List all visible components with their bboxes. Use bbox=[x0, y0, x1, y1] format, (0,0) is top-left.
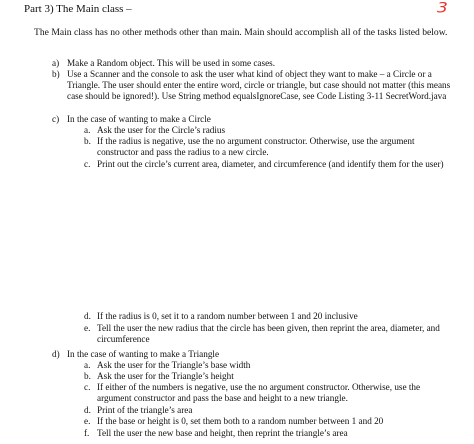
step-text: Tell the user the new radius that the circle has been given, then reprint the area, diameter, and circumference bbox=[97, 323, 440, 345]
step-marker: a. bbox=[84, 360, 91, 370]
step-text: Tell the user the new base and height, then reprint the triangle’s area bbox=[97, 428, 348, 438]
task-marker: b) bbox=[52, 69, 60, 79]
step-marker: e. bbox=[84, 323, 91, 333]
triangle-step-a bbox=[84, 360, 456, 371]
task-b bbox=[52, 69, 454, 103]
step-marker: b. bbox=[84, 371, 91, 381]
step-text: Print out the circle’s current area, diameter, and circumference (and identify them for the user) bbox=[97, 159, 444, 169]
circle-step-e bbox=[84, 323, 456, 345]
step-marker: c. bbox=[84, 382, 91, 392]
triangle-step-b bbox=[84, 371, 456, 382]
step-marker: b. bbox=[84, 136, 91, 146]
task-marker: d) bbox=[52, 349, 60, 359]
task-text: In the case of wanting to make a Triangle bbox=[67, 349, 220, 359]
task-text: Make a Random object. This will be used in some cases. bbox=[67, 58, 276, 68]
task-c bbox=[52, 114, 454, 125]
triangle-step-c bbox=[84, 382, 456, 404]
task-d bbox=[52, 349, 454, 360]
step-text: Ask the user for the Triangle’s height bbox=[97, 371, 234, 381]
step-marker: c. bbox=[84, 159, 91, 169]
task-a bbox=[52, 58, 454, 69]
step-marker: e. bbox=[84, 416, 91, 426]
step-marker: f. bbox=[84, 428, 90, 438]
intro-paragraph: The Main class has no other methods other than main. Main should accomplish all of the tasks listed below. bbox=[34, 27, 448, 38]
circle-step-c bbox=[84, 159, 456, 170]
triangle-step-e bbox=[84, 416, 456, 427]
step-marker: d. bbox=[84, 405, 91, 415]
step-text: Ask the user for the Triangle’s base width bbox=[97, 360, 251, 370]
step-text: Print of the triangle’s area bbox=[97, 405, 193, 415]
task-marker: a) bbox=[52, 58, 60, 68]
triangle-step-d bbox=[84, 405, 456, 416]
task-text: Use a Scanner and the console to ask the user what kind of object they want to make – a Circle or a Triangle. The user should enter the entire word, circle or triangle, but case should not matter (this means case should be ignored!). Use String method equalsIgnoreCase, see Code Listing 3-11 SecretWord.java bbox=[67, 69, 451, 102]
triangle-step-f bbox=[84, 428, 456, 439]
section-heading: Part 3) The Main class – bbox=[24, 3, 132, 15]
circle-step-b bbox=[84, 136, 456, 158]
step-marker: d. bbox=[84, 311, 91, 321]
handwritten-grade-mark: 3 bbox=[437, 0, 448, 17]
step-text: If the radius is negative, use the no argument constructor. Otherwise, use the argument constructor and pass the radius to a new circle. bbox=[97, 136, 415, 158]
step-text: If the base or height is 0, set them both to a random number between 1 and 20 bbox=[97, 416, 384, 426]
step-text: If either of the numbers is negative, use the no argument constructor. Otherwise, use the argument constructor and pass the base and height to a new triangle. bbox=[97, 382, 421, 404]
circle-step-d bbox=[84, 311, 456, 322]
task-text: In the case of wanting to make a Circle bbox=[67, 114, 211, 124]
step-text: If the radius is 0, set it to a random number between 1 and 20 inclusive bbox=[97, 311, 358, 321]
step-text: Ask the user for the Circle’s radius bbox=[97, 125, 226, 135]
task-marker: c) bbox=[52, 114, 60, 124]
step-marker: a. bbox=[84, 125, 91, 135]
circle-step-a bbox=[84, 125, 456, 136]
